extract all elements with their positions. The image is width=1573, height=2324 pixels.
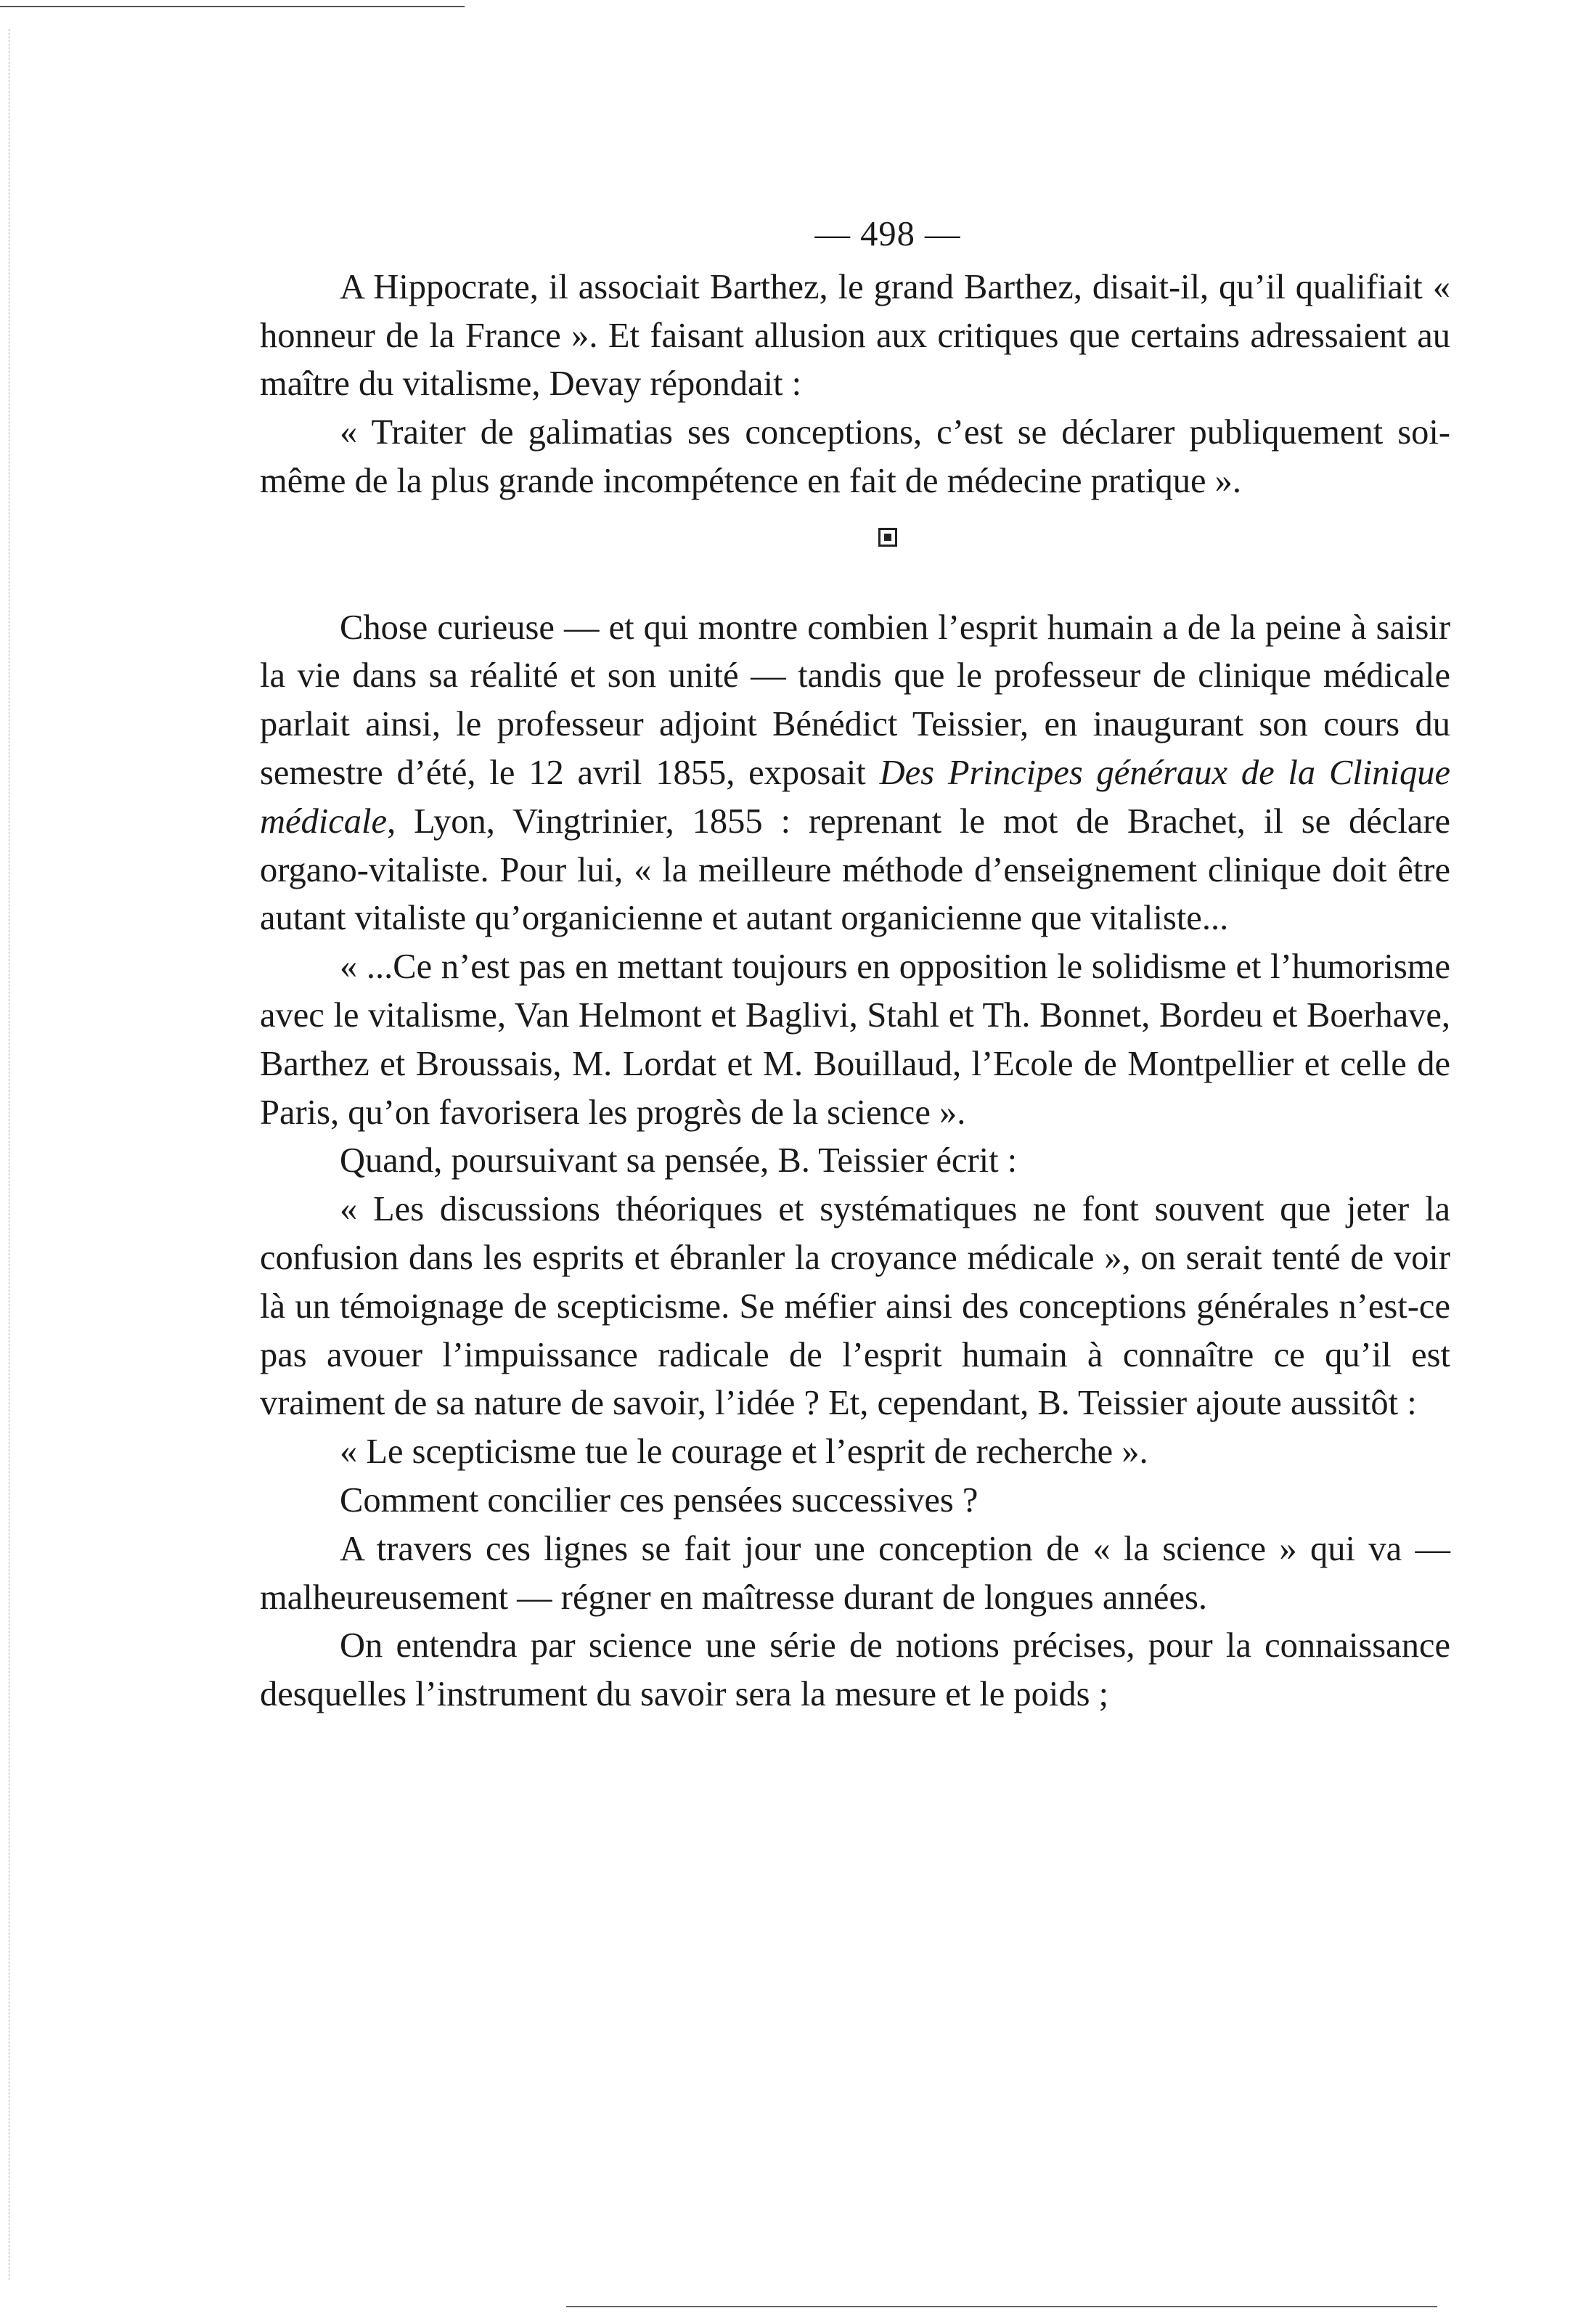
paragraph: « Traiter de galimatias ses conceptions, c’est se déclarer publiquement soi-même de la plus grande incompétence en fait de médecine pratique ». bbox=[260, 413, 1450, 500]
paragraph: Comment concilier ces pensées successives ? bbox=[340, 1480, 978, 1520]
paragraph-text: , Lyon, Vingtrinier, 1855 : reprenant le mot de Brachet, il se déclare organo-vitaliste. Pour lui, « la meilleure méthode d’enseignement clinique doit être autant vitaliste qu’organicienne et autant organicienne que vitaliste... bbox=[260, 802, 1450, 938]
page-number: — 498 — bbox=[814, 215, 961, 253]
bottom-scan-rule bbox=[566, 2306, 1437, 2307]
paragraph: A Hippocrate, il associait Barthez, le grand Barthez, disait-il, qu’il qualifiait « honneur de la France ». Et faisant allusion aux critiques que certains adressaient au maître du vitalisme, Devay répondait : bbox=[260, 267, 1450, 404]
paragraph bbox=[260, 604, 1450, 944]
paragraph: Quand, poursuivant sa pensée, B. Teissier écrit : bbox=[340, 1141, 1018, 1181]
paragraph: « Les discussions théoriques et systématiques ne font souvent que jeter la confusion dans les esprits et ébranler la croyance médicale », on serait tenté de voir là un témoignage de scepticisme. Se méfier ainsi des conceptions générales n’est-ce pas avouer l’impuissance radicale de l’esprit humain à connaître ce qu’il est vraiment de sa nature de savoir, l’idée ? Et, cependant, B. Teissier ajoute aussitôt : bbox=[260, 1190, 1450, 1423]
book-page bbox=[260, 211, 1450, 1719]
top-scan-rule bbox=[0, 6, 465, 7]
paragraph: « Le scepticisme tue le courage et l’esprit de recherche ». bbox=[340, 1432, 1148, 1472]
section-ornament bbox=[260, 509, 1450, 558]
book-title: Des Principes généraux de la Clinique médicale bbox=[260, 753, 1451, 841]
paragraph: A travers ces lignes se fait jour une conception de « la science » qui va — malheureusement — régner en maîtresse durant de longues années. bbox=[260, 1529, 1450, 1617]
paragraph-text: Chose curieuse — et qui montre combien l’esprit humain a de la peine à saisir la vie dans sa réalité et son unité — tandis que le professeur de clinique médicale parlait ainsi, le professeur adjoint Bénédict Teissier, en inaugurant son cours du semestre d’été, le 12 avril 1855, exposait bbox=[260, 608, 1450, 792]
square-ornament-icon bbox=[878, 528, 897, 547]
paragraph: « ...Ce n’est pas en mettant toujours en opposition le solidisme et l’humorisme avec le vitalisme, Van Helmont et Baglivi, Stahl et Th. Bonnet, Bordeu et Boerhave, Barthez et Broussais, M. Lordat et M. Bouillaud, l’Ecole de Montpellier et celle de Paris, qu’on favorisera les progrès de la science ». bbox=[260, 947, 1450, 1132]
paragraph: On entendra par science une série de notions précises, pour la connaissance desquelles l’instrument du savoir sera la mesure et le poids ; bbox=[260, 1626, 1450, 1714]
